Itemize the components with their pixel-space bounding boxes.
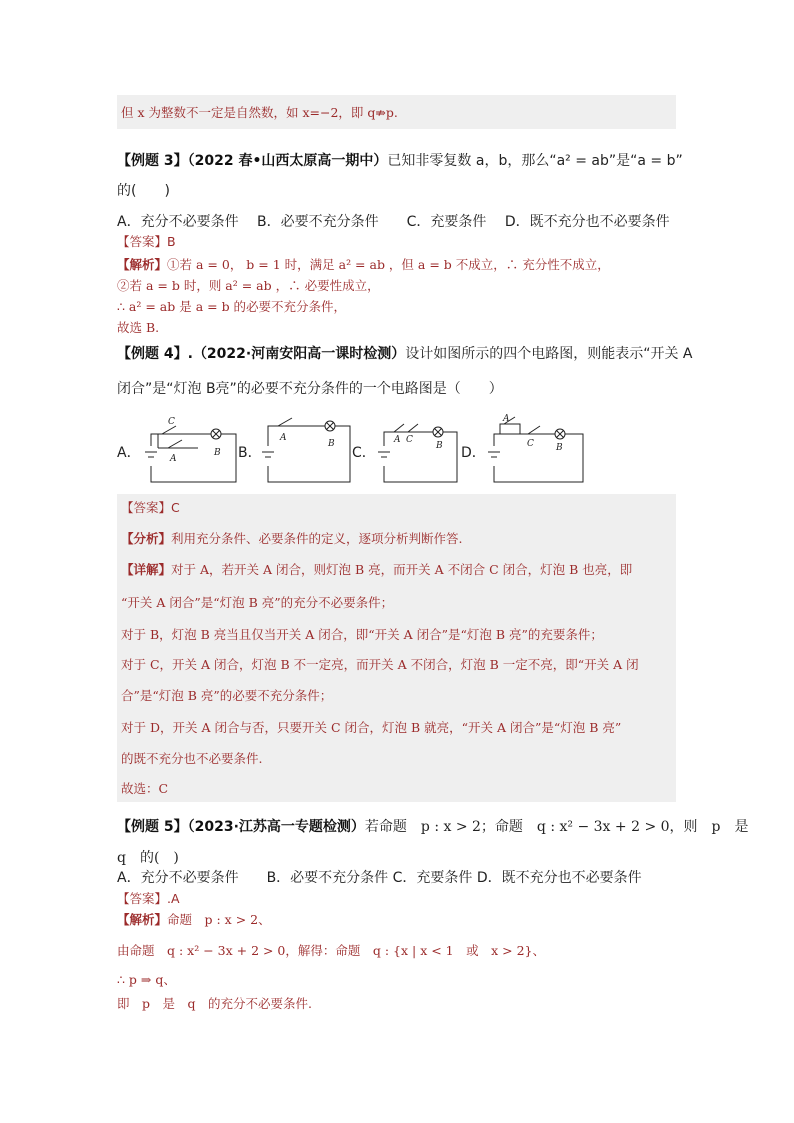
example-4-stem: 设计如图所示的四个电路图，则能表示“开关 A	[405, 346, 693, 362]
example-4-analysis: 【分析】利用充分条件、必要条件的定义，逐项分析判断作答.	[121, 531, 463, 546]
example-5-stem-line2: q 的( )	[117, 850, 179, 866]
example-5-tag: 【例题 5】	[117, 819, 188, 835]
answer-value: A	[170, 891, 180, 906]
answer-value: B	[167, 234, 176, 249]
example-4-tag: 【例题 4】.	[117, 346, 193, 362]
example-5-stem-line1	[117, 816, 749, 838]
circuit-option-c-label: C．	[352, 445, 376, 461]
circuit-b	[262, 418, 350, 482]
answer-label: 【答案】.	[117, 891, 171, 906]
circuit-a	[145, 426, 236, 482]
circuit-option-b-label: B．	[238, 445, 262, 461]
analysis-label: 【分析】	[121, 531, 172, 546]
example-4-answer	[121, 498, 180, 518]
top-note: 但 x 为整数不一定是自然数，如 x=−2，即 q⇏p.	[121, 105, 398, 120]
answer-value: C	[171, 500, 180, 515]
circuit-diagrams	[0, 0, 794, 500]
example-4-detail-line3: 对于 B，灯泡 B 亮当且仅当开关 A 闭合，即“开关 A 闭合”是“灯泡 B 亮”的充要条件；	[121, 627, 603, 642]
circuit-d-label-c: C	[527, 439, 534, 449]
example-5-analysis-line4: 即 p 是 q 的充分不必要条件.	[117, 996, 312, 1011]
example-3-stem-line2: 的( )	[117, 183, 170, 199]
answer-label: 【答案】	[117, 234, 168, 249]
example-3-analysis-line4: 故选 B.	[117, 320, 160, 335]
example-3-stem: 已知非零复数 a，b，那么“a² = ab”是“a = b”	[387, 153, 683, 169]
example-3-analysis-line2: ②若 a = b 时，则 a² = ab ，∴ 必要性成立，	[117, 278, 380, 293]
circuit-b-label-b: B	[328, 439, 335, 449]
circuit-d-label-b: B	[556, 443, 563, 453]
circuit-b-label-a: A	[280, 433, 287, 443]
example-4-detail-line6: 对于 D，开关 A 闭合与否，只要开关 C 闭合，灯泡 B 就亮，“开关 A 闭合”是“灯泡 B 亮”	[121, 720, 622, 735]
example-3-tag: 【例题 3】	[117, 153, 188, 169]
example-3-options: A．充分不必要条件 B．必要不充分条件 C．充要条件 D．既不充分也不必要条件	[117, 214, 670, 230]
example-5-analysis-line2: 由命题 q : x² − 3x + 2 > 0，解得：命题 q : {x | x < 1 或 x > 2}、	[117, 943, 546, 958]
circuit-a-label-b: B	[214, 448, 221, 458]
circuit-c-label-a: A	[394, 435, 401, 445]
example-4-detail-line4: 对于 C，开关 A 闭合，灯泡 B 不一定亮，而开关 A 不闭合，灯泡 B 一定不亮，即“开关 A 闭	[121, 657, 639, 672]
example-5-analysis-line3: ∴ p ⇒ q、	[117, 972, 176, 987]
example-4-detail-line5: 合”是“灯泡 B 亮”的必要不充分条件；	[121, 688, 333, 703]
example-4-detail-line2: “开关 A 闭合”是“灯泡 B 亮”的充分不必要条件；	[121, 595, 394, 610]
answer-label: 【答案】	[121, 500, 172, 515]
circuit-d-label-a: A	[503, 414, 510, 424]
analysis-label: 【解析】	[117, 912, 168, 927]
circuit-option-a-label: A．	[117, 445, 141, 461]
circuit-option-d-label: D．	[461, 445, 486, 461]
example-3-analysis-line3: ∴ a² = ab 是 a = b 的必要不充分条件，	[117, 299, 347, 314]
circuit-d	[488, 417, 583, 482]
example-5-analysis-line1: 【解析】命题 p : x > 2、	[117, 912, 271, 927]
example-4-detail-line7: 的既不充分也不必要条件.	[121, 751, 263, 766]
example-5-stem: 若命题 p : x > 2；命题 q : x² − 3x + 2 > 0，则 p 是	[364, 819, 749, 835]
example-5-answer	[117, 889, 180, 909]
circuit-a-label-a: A	[170, 454, 177, 464]
circuit-c	[378, 424, 457, 482]
detail-label: 【详解】	[121, 562, 172, 577]
circuit-c-label-c: C	[406, 435, 413, 445]
example-5-source: （2023·江苏高一专题检测）	[187, 819, 365, 835]
example-4-source: （2022·河南安阳高一课时检测）	[192, 346, 406, 362]
example-4-detail-line1: 【详解】对于 A，若开关 A 闭合，则灯泡 B 亮，而开关 A 不闭合 C 闭合，灯泡 B 也亮，即	[121, 562, 633, 577]
example-4-detail-line8: 故选：C	[121, 781, 169, 796]
circuit-c-label-b: B	[436, 441, 443, 451]
example-5-options: A．充分不必要条件 B．必要不充分条件 C．充要条件 D．既不充分也不必要条件	[117, 870, 642, 886]
example-3-source: （2022 春•山西太原高一期中）	[187, 153, 388, 169]
analysis-label: 【解析】	[117, 257, 168, 272]
example-3-analysis-line1: 【解析】①若 a = 0， b = 1 时，满足 a² = ab ，但 a = b 不成立，∴ 充分性不成立，	[117, 257, 610, 272]
example-4-stem-line2: 闭合”是“灯泡 B亮”的必要不充分条件的一个电路图是（ ）	[117, 381, 503, 397]
circuit-a-label-c: C	[168, 417, 175, 427]
